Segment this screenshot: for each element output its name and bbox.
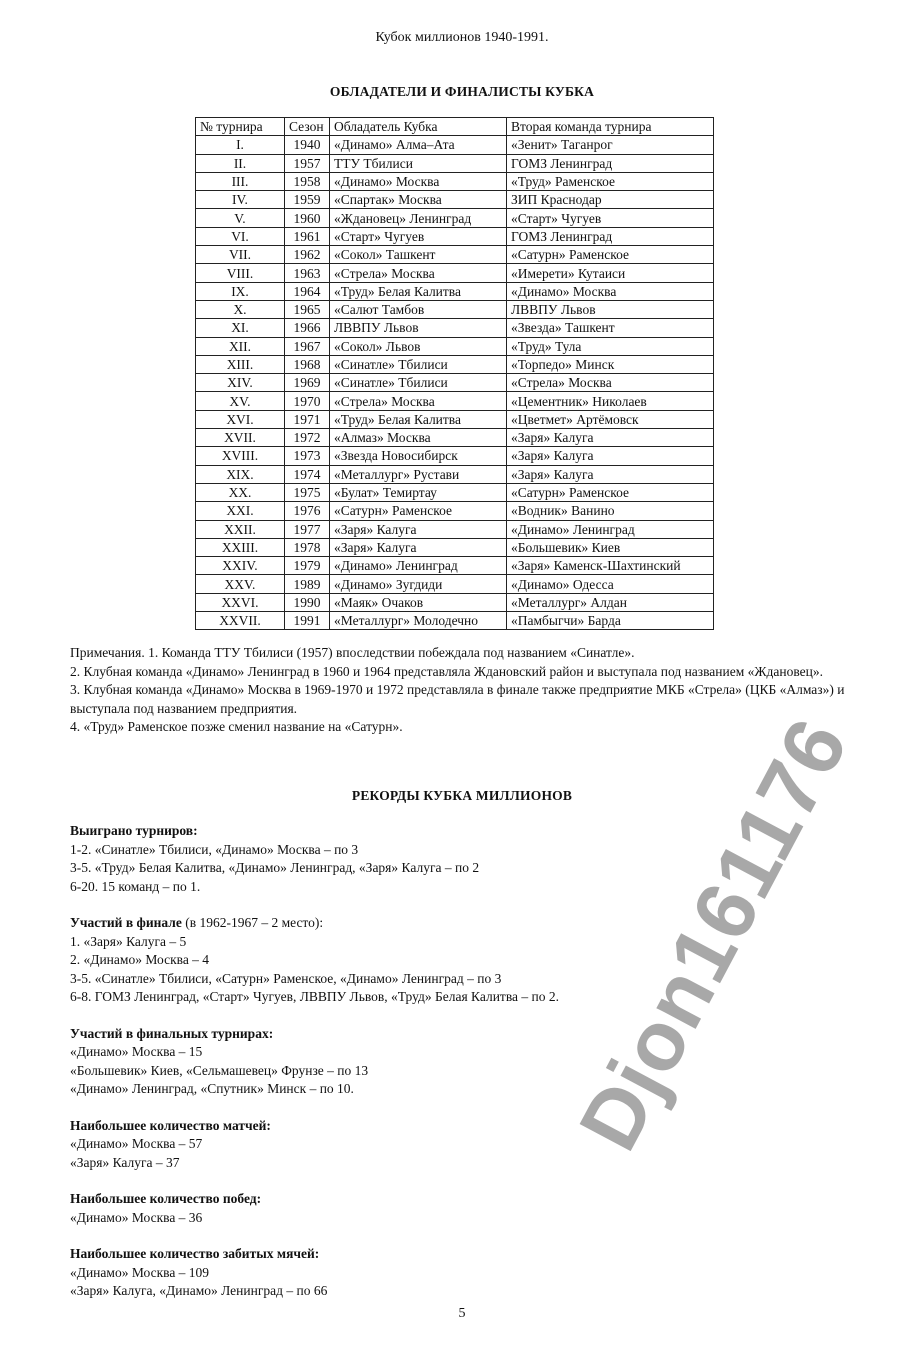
cell-number: XXII. <box>196 520 285 538</box>
cell-winner: «Динамо» Ленинград <box>330 557 507 575</box>
record-heading-text: Наибольшее количество матчей: <box>70 1117 271 1133</box>
cell-winner: ЛВВПУ Львов <box>330 319 507 337</box>
cell-season: 1979 <box>285 557 330 575</box>
cell-number: XIV. <box>196 374 285 392</box>
page-number: 5 <box>458 1306 466 1321</box>
cell-season: 1958 <box>285 172 330 190</box>
cell-season: 1973 <box>285 447 330 465</box>
record-heading-text: Участий в финале <box>70 915 182 930</box>
watermark: Djon161176 <box>560 703 866 1165</box>
record-block <box>70 1245 850 1301</box>
record-line: 6-20. 15 команд – по 1. <box>70 878 201 894</box>
record-block <box>70 1025 850 1099</box>
column-header-season: Сезон <box>285 118 330 136</box>
cell-runner-up: «Металлург» Алдан <box>507 593 714 611</box>
note-paragraph: 3. Клубная команда «Динамо» Москва в 1969-1970 и 1972 представляла в финале также предприятие МКБ «Стрела» (ЦКБ «Алмаз») и выступала под названием предприятия. <box>70 682 845 716</box>
cell-winner: «Маяк» Очаков <box>330 593 507 611</box>
cell-runner-up: «Звезда» Ташкент <box>507 319 714 337</box>
cell-number: XII. <box>196 337 285 355</box>
cell-winner: ТТУ Тбилиси <box>330 154 507 172</box>
record-line: 3-5. «Синатле» Тбилиси, «Сатурн» Раменское, «Динамо» Ленинград – по 3 <box>70 970 502 986</box>
cell-runner-up: ЗИП Краснодар <box>507 191 714 209</box>
table-row <box>196 337 714 355</box>
record-heading <box>70 1117 850 1136</box>
cell-season: 1990 <box>285 593 330 611</box>
table-row <box>196 593 714 611</box>
record-line: 2. «Динамо» Москва – 4 <box>70 952 210 967</box>
table-row <box>196 575 714 593</box>
cell-winner: «Металлург» Рустави <box>330 465 507 483</box>
record-heading <box>70 1190 850 1209</box>
cell-winner: «Старт» Чугуев <box>330 227 507 245</box>
cell-number: XVII. <box>196 429 285 447</box>
table-header-row <box>196 118 714 136</box>
cell-winner: «Сокол» Львов <box>330 337 507 355</box>
cell-number: VIII. <box>196 264 285 282</box>
table-row <box>196 538 714 556</box>
cell-season: 1974 <box>285 465 330 483</box>
record-heading-text: Выиграно турниров: <box>70 823 198 838</box>
cell-season: 1971 <box>285 410 330 428</box>
cell-winner: «Звезда Новосибирск <box>330 447 507 465</box>
record-line: «Динамо» Ленинград, «Спутник» Минск – по 10. <box>70 1081 354 1096</box>
cell-winner: «Алмаз» Москва <box>330 429 507 447</box>
cell-season: 1972 <box>285 429 330 447</box>
cell-winner: «Салют Тамбов <box>330 300 507 318</box>
cell-winner: «Заря» Калуга <box>330 520 507 538</box>
cell-season: 1989 <box>285 575 330 593</box>
cell-number: I. <box>196 136 285 154</box>
cell-runner-up: «Динамо» Москва <box>507 282 714 300</box>
cell-winner: «Ждановец» Ленинград <box>330 209 507 227</box>
cell-winner: «Динамо» Алма–Ата <box>330 136 507 154</box>
cell-number: II. <box>196 154 285 172</box>
table-row <box>196 282 714 300</box>
cell-runner-up: «Цементник» Николаев <box>507 392 714 410</box>
cell-winner: «Заря» Калуга <box>330 538 507 556</box>
cell-number: XXV. <box>196 575 285 593</box>
section-title-winners: ОБЛАДАТЕЛИ И ФИНАЛИСТЫ КУБКА <box>329 84 595 99</box>
cell-runner-up: ЛВВПУ Львов <box>507 300 714 318</box>
column-header-winner: Обладатель Кубка <box>330 118 507 136</box>
note-paragraph: 4. «Труд» Раменское позже сменил название на «Сатурн». <box>70 719 403 734</box>
cell-season: 1961 <box>285 227 330 245</box>
record-heading-text: Наибольшее количество забитых мячей: <box>70 1246 320 1261</box>
cell-runner-up: «Динамо» Ленинград <box>507 520 714 538</box>
record-line: «Заря» Калуга – 37 <box>70 1154 180 1170</box>
table-row <box>196 557 714 575</box>
cell-winner: «Труд» Белая Калитва <box>330 282 507 300</box>
cell-season: 1977 <box>285 520 330 538</box>
cell-season: 1963 <box>285 264 330 282</box>
cell-winner: «Стрела» Москва <box>330 392 507 410</box>
table-row <box>196 300 714 318</box>
cell-runner-up: «Заря» Каменск-Шахтинский <box>507 557 714 575</box>
table-row <box>196 319 714 337</box>
cell-number: IV. <box>196 191 285 209</box>
cell-winner: «Булат» Темиртау <box>330 483 507 501</box>
winners-table <box>195 117 714 630</box>
note-paragraph: 2. Клубная команда «Динамо» Ленинград в 1960 и 1964 представляла Ждановский район и выступала под названием «Ждановец». <box>70 663 823 679</box>
cell-season: 1957 <box>285 154 330 172</box>
cell-number: X. <box>196 300 285 318</box>
cell-season: 1976 <box>285 502 330 520</box>
cell-winner: «Сатурн» Раменское <box>330 502 507 520</box>
table-row <box>196 410 714 428</box>
running-header: Кубок миллионов 1940-1991. <box>375 30 549 45</box>
cell-number: XI. <box>196 319 285 337</box>
cell-number: V. <box>196 209 285 227</box>
record-line: 3-5. «Труд» Белая Калитва, «Динамо» Ленинград, «Заря» Калуга – по 2 <box>70 860 480 875</box>
cell-winner: «Синатле» Тбилиси <box>330 374 507 392</box>
cell-runner-up: «Старт» Чугуев <box>507 209 714 227</box>
cell-number: XIX. <box>196 465 285 483</box>
cell-number: XVIII. <box>196 447 285 465</box>
note-paragraph: Примечания. 1. Команда ТТУ Тбилиси (1957) впоследствии побеждала под названием «Синатле». <box>70 645 635 660</box>
table-row <box>196 172 714 190</box>
table-row <box>196 502 714 520</box>
cell-season: 1969 <box>285 374 330 392</box>
table-row <box>196 612 714 630</box>
section-title-records: РЕКОРДЫ КУБКА МИЛЛИОНОВ <box>351 788 573 803</box>
table-body <box>196 136 714 630</box>
cell-number: XIII. <box>196 355 285 373</box>
cell-number: XV. <box>196 392 285 410</box>
table-row <box>196 227 714 245</box>
cell-winner: «Спартак» Москва <box>330 191 507 209</box>
cell-number: IX. <box>196 282 285 300</box>
cell-runner-up: «Заря» Калуга <box>507 465 714 483</box>
record-line: 1-2. «Синатле» Тбилиси, «Динамо» Москва – по 3 <box>70 841 359 857</box>
cell-winner: «Динамо» Зугдиди <box>330 575 507 593</box>
cell-season: 1970 <box>285 392 330 410</box>
cell-runner-up: «Заря» Калуга <box>507 429 714 447</box>
column-header-runner-up: Вторая команда турнира <box>507 118 714 136</box>
cell-winner: «Металлург» Молодечно <box>330 612 507 630</box>
record-line: «Заря» Калуга, «Динамо» Ленинград – по 66 <box>70 1283 328 1298</box>
cell-number: XXIV. <box>196 557 285 575</box>
cell-season: 1978 <box>285 538 330 556</box>
cell-season: 1966 <box>285 319 330 337</box>
record-line: 6-8. ГОМЗ Ленинград, «Старт» Чугуев, ЛВВПУ Львов, «Труд» Белая Калитва – по 2. <box>70 989 559 1004</box>
cell-number: VI. <box>196 227 285 245</box>
cell-runner-up: «Имерети» Кутаиси <box>507 264 714 282</box>
cell-number: XX. <box>196 483 285 501</box>
table-row <box>196 246 714 264</box>
cell-winner: «Стрела» Москва <box>330 264 507 282</box>
cell-runner-up: «Сатурн» Раменское <box>507 483 714 501</box>
cell-runner-up: «Торпедо» Минск <box>507 355 714 373</box>
record-line: «Динамо» Москва – 36 <box>70 1209 203 1225</box>
cell-runner-up: «Большевик» Киев <box>507 538 714 556</box>
cell-number: III. <box>196 172 285 190</box>
cell-season: 1960 <box>285 209 330 227</box>
cell-season: 1962 <box>285 246 330 264</box>
cell-runner-up: ГОМЗ Ленинград <box>507 227 714 245</box>
table-row <box>196 154 714 172</box>
record-heading-text: Наибольшее количество побед: <box>70 1191 262 1206</box>
record-block <box>70 1190 850 1227</box>
record-line: «Большевик» Киев, «Сельмашевец» Фрунзе – по 13 <box>70 1062 369 1078</box>
cell-season: 1959 <box>285 191 330 209</box>
cell-season: 1965 <box>285 300 330 318</box>
cell-runner-up: «Сатурн» Раменское <box>507 246 714 264</box>
table-row <box>196 136 714 154</box>
cell-number: XXVII. <box>196 612 285 630</box>
cell-number: XXVI. <box>196 593 285 611</box>
table-row <box>196 209 714 227</box>
record-line: «Динамо» Москва – 15 <box>70 1044 203 1059</box>
table-row <box>196 392 714 410</box>
cell-season: 1975 <box>285 483 330 501</box>
cell-runner-up: «Цветмет» Артёмовск <box>507 410 714 428</box>
record-heading <box>70 1245 850 1264</box>
cell-runner-up: «Зенит» Таганрог <box>507 136 714 154</box>
cell-season: 1968 <box>285 355 330 373</box>
cell-runner-up: «Памбыгчи» Барда <box>507 612 714 630</box>
cell-runner-up: «Труд» Тула <box>507 337 714 355</box>
cell-season: 1967 <box>285 337 330 355</box>
cell-season: 1940 <box>285 136 330 154</box>
cell-runner-up: ГОМЗ Ленинград <box>507 154 714 172</box>
table-row <box>196 374 714 392</box>
table-row <box>196 465 714 483</box>
cell-winner: «Синатле» Тбилиси <box>330 355 507 373</box>
table-row <box>196 447 714 465</box>
record-heading <box>70 1025 850 1044</box>
cell-season: 1964 <box>285 282 330 300</box>
record-heading-note: (в 1962-1967 – 2 место): <box>181 915 324 930</box>
cell-number: XXIII. <box>196 538 285 556</box>
table-row <box>196 264 714 282</box>
cell-winner: «Динамо» Москва <box>330 172 507 190</box>
notes-section <box>70 644 850 737</box>
table-row <box>196 483 714 501</box>
record-line: «Динамо» Москва – 57 <box>70 1136 203 1151</box>
cell-number: XVI. <box>196 410 285 428</box>
table-row <box>196 520 714 538</box>
table-row <box>196 355 714 373</box>
cell-runner-up: «Заря» Калуга <box>507 447 714 465</box>
cell-runner-up: «Стрела» Москва <box>507 374 714 392</box>
record-block <box>70 1117 850 1173</box>
cell-number: XXI. <box>196 502 285 520</box>
record-line: «Динамо» Москва – 109 <box>70 1264 210 1280</box>
column-header-number: № турнира <box>196 118 285 136</box>
cell-runner-up: «Водник» Ванино <box>507 502 714 520</box>
table-row <box>196 191 714 209</box>
cell-runner-up: «Труд» Раменское <box>507 172 714 190</box>
cell-number: VII. <box>196 246 285 264</box>
cell-winner: «Сокол» Ташкент <box>330 246 507 264</box>
cell-runner-up: «Динамо» Одесса <box>507 575 714 593</box>
record-line: 1. «Заря» Калуга – 5 <box>70 933 187 949</box>
cell-winner: «Труд» Белая Калитва <box>330 410 507 428</box>
record-heading-text: Участий в финальных турнирах: <box>70 1025 274 1041</box>
table-row <box>196 429 714 447</box>
cell-season: 1991 <box>285 612 330 630</box>
